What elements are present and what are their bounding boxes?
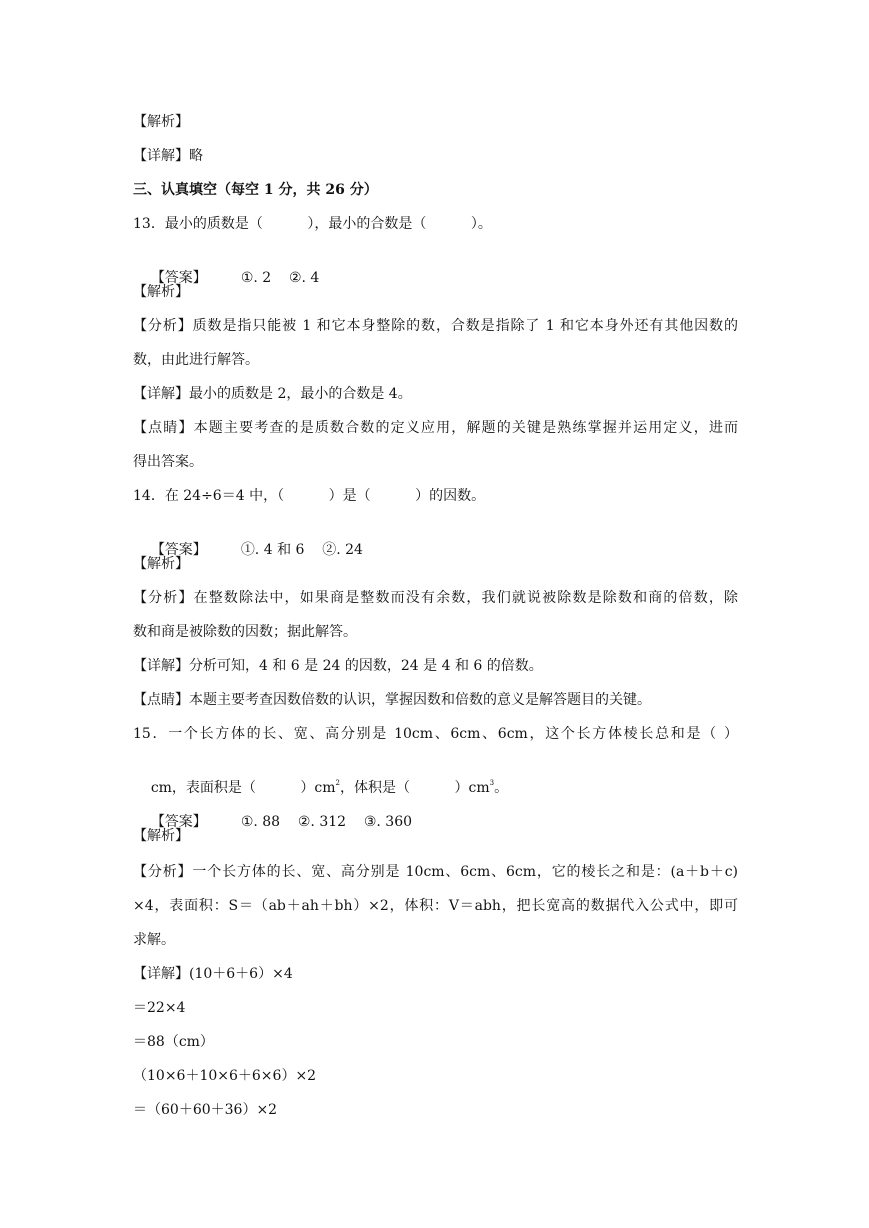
analysis-heading: 【解析】 — [133, 284, 189, 300]
analysis-text: 数和商是被除数的因数；据此解答。 — [133, 624, 357, 640]
detail-line: 【详解】分析可知，4 和 6 是 24 的因数，24 是 4 和 6 的倍数。 — [133, 658, 543, 674]
analysis-text: ×4，表面积：S＝（ab＋ah＋bh）×2，体积：V＝abh，把长宽高的数据代入公式中，即可 — [133, 898, 738, 914]
detail-line: 【详解】略 — [133, 148, 203, 164]
calc-line: ＝22×4 — [133, 1000, 186, 1016]
calc-line: （10×6＋10×6＋6×6）×2 — [133, 1068, 317, 1084]
answer-values: ①. 2 ②. 4 — [240, 270, 320, 286]
detail-line: 【详解】(10＋6＋6）×4 — [133, 966, 293, 982]
analysis-text: 求解。 — [133, 932, 175, 948]
question-14: 14．在 24÷6＝4 中，（ ）是（ ）的因数。 — [133, 488, 486, 504]
question-text: cm，表面积是（ ）cm — [150, 780, 336, 796]
analysis-text: 【分析】一个长方体的长、宽、高分别是 10cm、6cm、6cm，它的棱长之和是：(a＋b＋c) — [133, 864, 738, 880]
comment-text: 得出答案。 — [133, 454, 203, 470]
analysis-text: 【分析】在整数除法中，如果商是整数而没有余数，我们就说被除数是除数和商的倍数，除 — [133, 590, 738, 606]
analysis-heading: 【解析】 — [133, 828, 189, 844]
answer-values: ①. 88 ②. 312 ③. 360 — [240, 814, 413, 830]
analysis-text: 数，由此进行解答。 — [133, 352, 259, 368]
question-13: 13．最小的质数是（ ），最小的合数是（ ）。 — [133, 216, 492, 232]
answer-tag: 【答案】 — [150, 270, 207, 286]
analysis-heading: 【解析】 — [133, 114, 189, 130]
detail-line: 【详解】最小的质数是 2，最小的合数是 4。 — [133, 386, 412, 402]
comment-text: 【点睛】本题主要考查的是质数合数的定义应用，解题的关键是熟练掌握并运用定义，进而 — [133, 420, 738, 436]
question-15: 15．一个长方体的长、宽、高分别是 10cm、6cm、6cm，这个长方体棱长总和是（ ） — [133, 726, 738, 742]
answer-values: ①. 4 和 6 ②. 24 — [240, 542, 363, 558]
answer-tag: 【答案】 — [150, 542, 207, 558]
superscript: 3 — [489, 779, 495, 787]
superscript: 2 — [335, 779, 341, 787]
answer-tag: 【答案】 — [150, 814, 207, 830]
question-text: 。 — [494, 780, 509, 796]
calc-line: ＝88（cm） — [133, 1034, 214, 1050]
analysis-text: 【分析】质数是指只能被 1 和它本身整除的数，合数是指除了 1 和它本身外还有其他因数的 — [133, 318, 738, 334]
analysis-heading: 【解析】 — [133, 556, 189, 572]
comment-text: 【点睛】本题主要考查因数倍数的认识，掌握因数和倍数的意义是解答题目的关键。 — [133, 692, 651, 708]
section-heading: 三、认真填空（每空 1 分，共 26 分） — [133, 182, 378, 198]
question-text: ，体积是（ ）cm — [340, 780, 490, 796]
calc-line: ＝（60＋60＋36）×2 — [133, 1102, 278, 1118]
